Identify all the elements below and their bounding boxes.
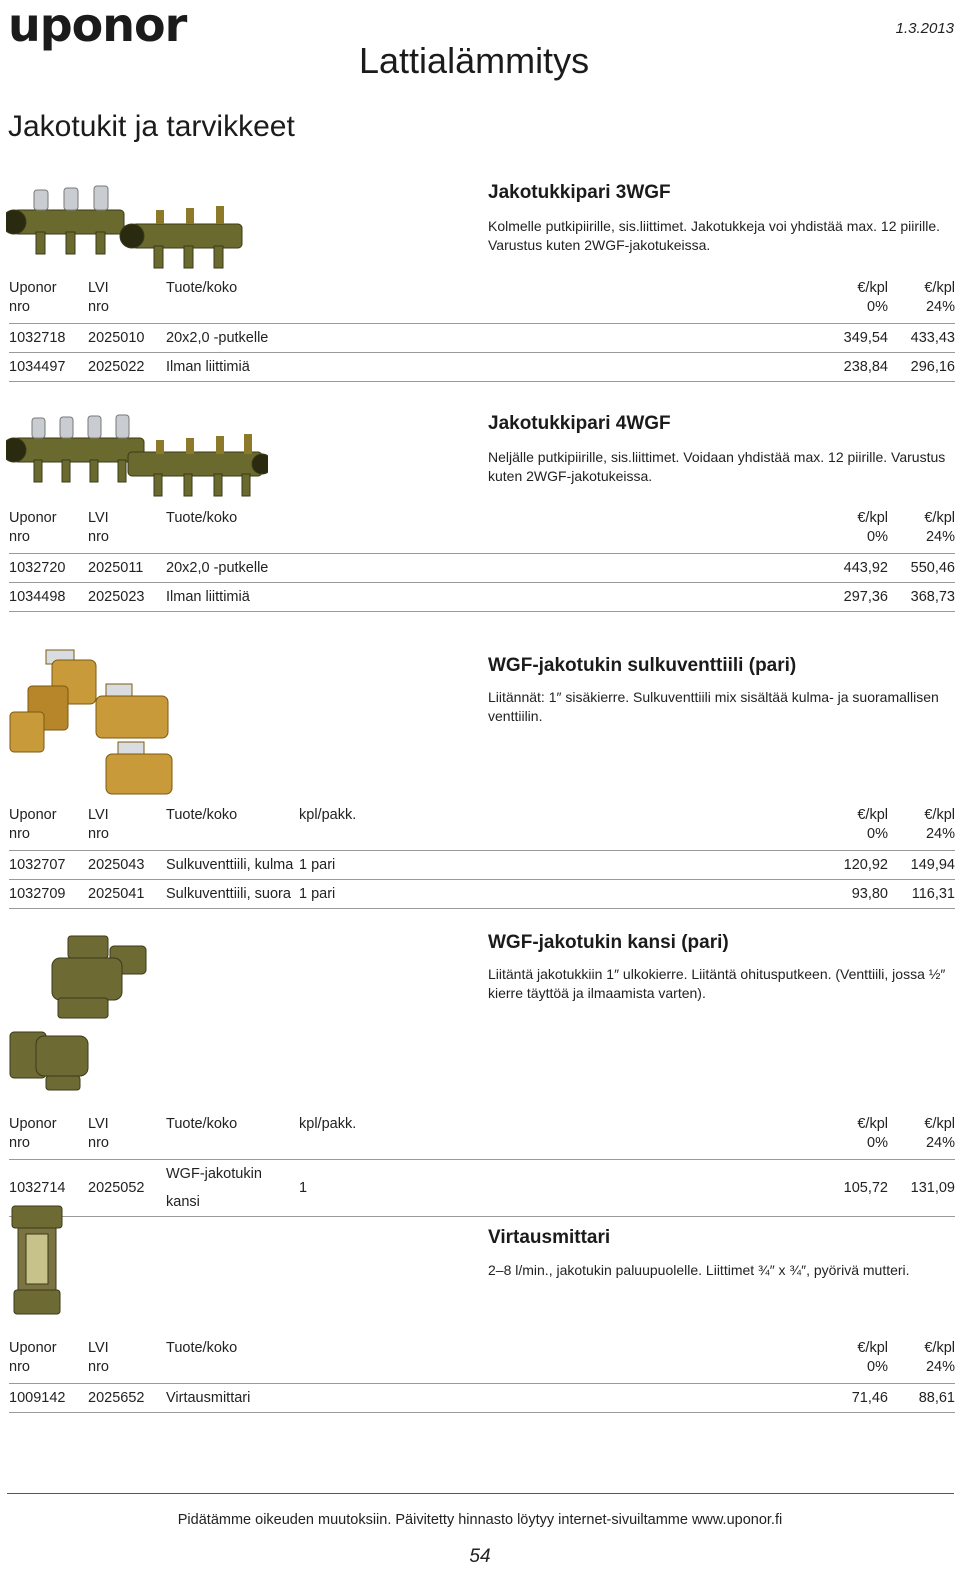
column-header: Tuote/koko [166,1340,238,1356]
table-row [9,554,955,583]
column-header: 0% [867,299,888,315]
table-cell: 443,92 [818,554,888,583]
column-header [299,279,818,298]
column-header: €/kpl [857,280,888,296]
column-header: 0% [867,1359,888,1375]
column-header: €/kpl [924,280,955,296]
column-header [166,1358,299,1384]
product-title: WGF-jakotukin kansi (pari) [488,932,729,953]
column-header: nro [88,529,109,545]
column-header [166,1134,299,1160]
price-table [9,1339,955,1413]
column-header [166,528,299,554]
column-header [166,825,299,851]
column-header: nro [9,299,30,315]
manifold-4wgf-image [6,412,268,500]
column-header: 0% [867,1135,888,1151]
column-header: 24% [925,1135,955,1151]
column-header: Uponor [9,1340,57,1356]
table-cell: 1009142 [9,1384,88,1413]
column-header: LVI [88,807,109,823]
product-title: Jakotukkipari 4WGF [488,413,671,434]
table-cell: 71,46 [818,1384,888,1413]
product-title: Virtausmittari [488,1227,611,1248]
table-cell: 120,92 [818,851,888,880]
table-cell [299,554,818,583]
table-cell: 20x2,0 -putkelle [166,324,299,353]
product-description: Kolmelle putkipiirille, sis.liittimet. Jakotukkeja voi yhdistää max. 12 piirille. Varustus kuten 2WGF-jakotukeissa. [488,218,941,253]
table-cell: 550,46 [888,554,955,583]
column-header: 24% [925,529,955,545]
column-header: nro [9,826,30,842]
price-table [9,806,955,909]
price-table [9,509,955,612]
column-header [299,298,818,324]
table-cell: 93,80 [818,880,888,909]
product-description: Liitännät: 1″ sisäkierre. Sulkuventtiili mix sisältää kulma- ja suoramallisen venttiilin. [488,689,939,724]
table-cell: 2025652 [88,1384,166,1413]
column-header: Tuote/koko [166,510,238,526]
column-header: €/kpl [924,1116,955,1132]
column-header [299,1339,818,1358]
table-cell: Ilman liittimiä [166,583,299,612]
column-header [299,825,818,851]
table-cell: 1034497 [9,353,88,382]
column-header: €/kpl [857,807,888,823]
column-header: €/kpl [924,1340,955,1356]
table-cell: Ilman liittimiä [166,353,299,382]
table-cell: 1 pari [299,851,818,880]
table-row [9,880,955,909]
table-cell: 2025022 [88,353,166,382]
table-cell: 1032714 [9,1160,88,1217]
table-cell: Sulkuventtiili, suora [166,880,299,909]
table-row [9,324,955,353]
section-title: Jakotukit ja tarvikkeet [8,110,295,143]
table-cell: 297,36 [818,583,888,612]
column-header: LVI [88,1340,109,1356]
table-cell: 368,73 [888,583,955,612]
document-date: 1.3.2013 [895,20,954,37]
column-header: €/kpl [924,510,955,526]
table-cell: 2025011 [88,554,166,583]
product-description: Liitäntä jakotukkiin 1″ ulkokierre. Liitäntä ohitusputkeen. (Venttiili, jossa ½″ kierre täyttöä ja ilmaamista varten). [488,966,946,1001]
table-cell: 349,54 [818,324,888,353]
footer-notice: Pidätämme oikeuden muutoksiin. Päivitetty hinnasto löytyy internet-sivuiltamme www.uponor.fi [177,1512,783,1528]
table-cell [299,583,818,612]
column-header: LVI [88,280,109,296]
column-header: kpl/pakk. [299,1116,357,1132]
column-header: €/kpl [857,1340,888,1356]
table-cell: 296,16 [888,353,955,382]
column-header: Uponor [9,510,57,526]
column-header [299,1358,818,1384]
uponor-logo: uponor [8,0,187,52]
table-cell: 1032709 [9,880,88,909]
footer-divider [7,1493,954,1494]
product-description: 2–8 l/min., jakotukin paluupuolelle. Liittimet ¾″ x ¾″, pyörivä mutteri. [488,1262,910,1278]
column-header: €/kpl [924,807,955,823]
shutoff-valve-image [6,630,174,798]
column-header [166,298,299,324]
table-cell: 2025010 [88,324,166,353]
table-cell: 1032720 [9,554,88,583]
table-cell: 20x2,0 -putkelle [166,554,299,583]
product-title: WGF-jakotukin sulkuventtiili (pari) [488,655,797,676]
column-header: nro [88,1359,109,1375]
column-header: nro [88,826,109,842]
column-header: LVI [88,1116,109,1132]
flow-meter-image [6,1204,68,1316]
table-cell [299,1384,818,1413]
column-header: 0% [867,529,888,545]
column-header: Tuote/koko [166,1116,238,1132]
table-cell: 1032707 [9,851,88,880]
table-cell: 149,94 [888,851,955,880]
table-row [9,1160,955,1217]
table-cell: 88,61 [888,1384,955,1413]
manifold-end-cap-image [6,932,152,1092]
page-title: Lattialämmitys [359,40,590,81]
column-header: nro [9,1135,30,1151]
column-header [299,528,818,554]
column-header: 24% [925,299,955,315]
product-title: Jakotukkipari 3WGF [488,182,671,203]
price-table [9,1115,955,1217]
page-number: 54 [469,1546,491,1567]
table-row [9,1384,955,1413]
table-row [9,851,955,880]
table-cell: WGF-jakotukin kansi [166,1160,299,1217]
table-row [9,353,955,382]
product-description: Neljälle putkipiirille, sis.liittimet. Voidaan yhdistää max. 12 piirille. Varustus kuten 2WGF-jakotukeissa. [488,449,946,484]
manifold-3wgf-image [6,182,246,272]
table-cell: 1032718 [9,324,88,353]
table-cell: 433,43 [888,324,955,353]
table-cell: Sulkuventtiili, kulma [166,851,299,880]
table-cell: 2025052 [88,1160,166,1217]
table-cell: 2025023 [88,583,166,612]
column-header: Uponor [9,807,57,823]
column-header: Tuote/koko [166,807,238,823]
table-cell: 2025041 [88,880,166,909]
table-cell: 1034498 [9,583,88,612]
column-header: Tuote/koko [166,280,238,296]
table-cell: 105,72 [818,1160,888,1217]
column-header: 24% [925,826,955,842]
column-header: 24% [925,1359,955,1375]
table-row [9,583,955,612]
table-cell: 238,84 [818,353,888,382]
table-cell: 1 [299,1160,818,1217]
price-table [9,279,955,382]
table-cell: 1 pari [299,880,818,909]
column-header: Uponor [9,1116,57,1132]
column-header: LVI [88,510,109,526]
column-header: €/kpl [857,510,888,526]
table-cell [299,353,818,382]
column-header: nro [9,529,30,545]
table-cell [299,324,818,353]
column-header: €/kpl [857,1116,888,1132]
table-cell: 116,31 [888,880,955,909]
table-cell: Virtausmittari [166,1384,299,1413]
table-cell: 131,09 [888,1160,955,1217]
column-header: 0% [867,826,888,842]
table-cell: 2025043 [88,851,166,880]
column-header: nro [88,299,109,315]
column-header [299,509,818,528]
column-header: nro [9,1359,30,1375]
column-header: kpl/pakk. [299,807,357,823]
column-header: Uponor [9,280,57,296]
column-header [299,1134,818,1160]
column-header: nro [88,1135,109,1151]
